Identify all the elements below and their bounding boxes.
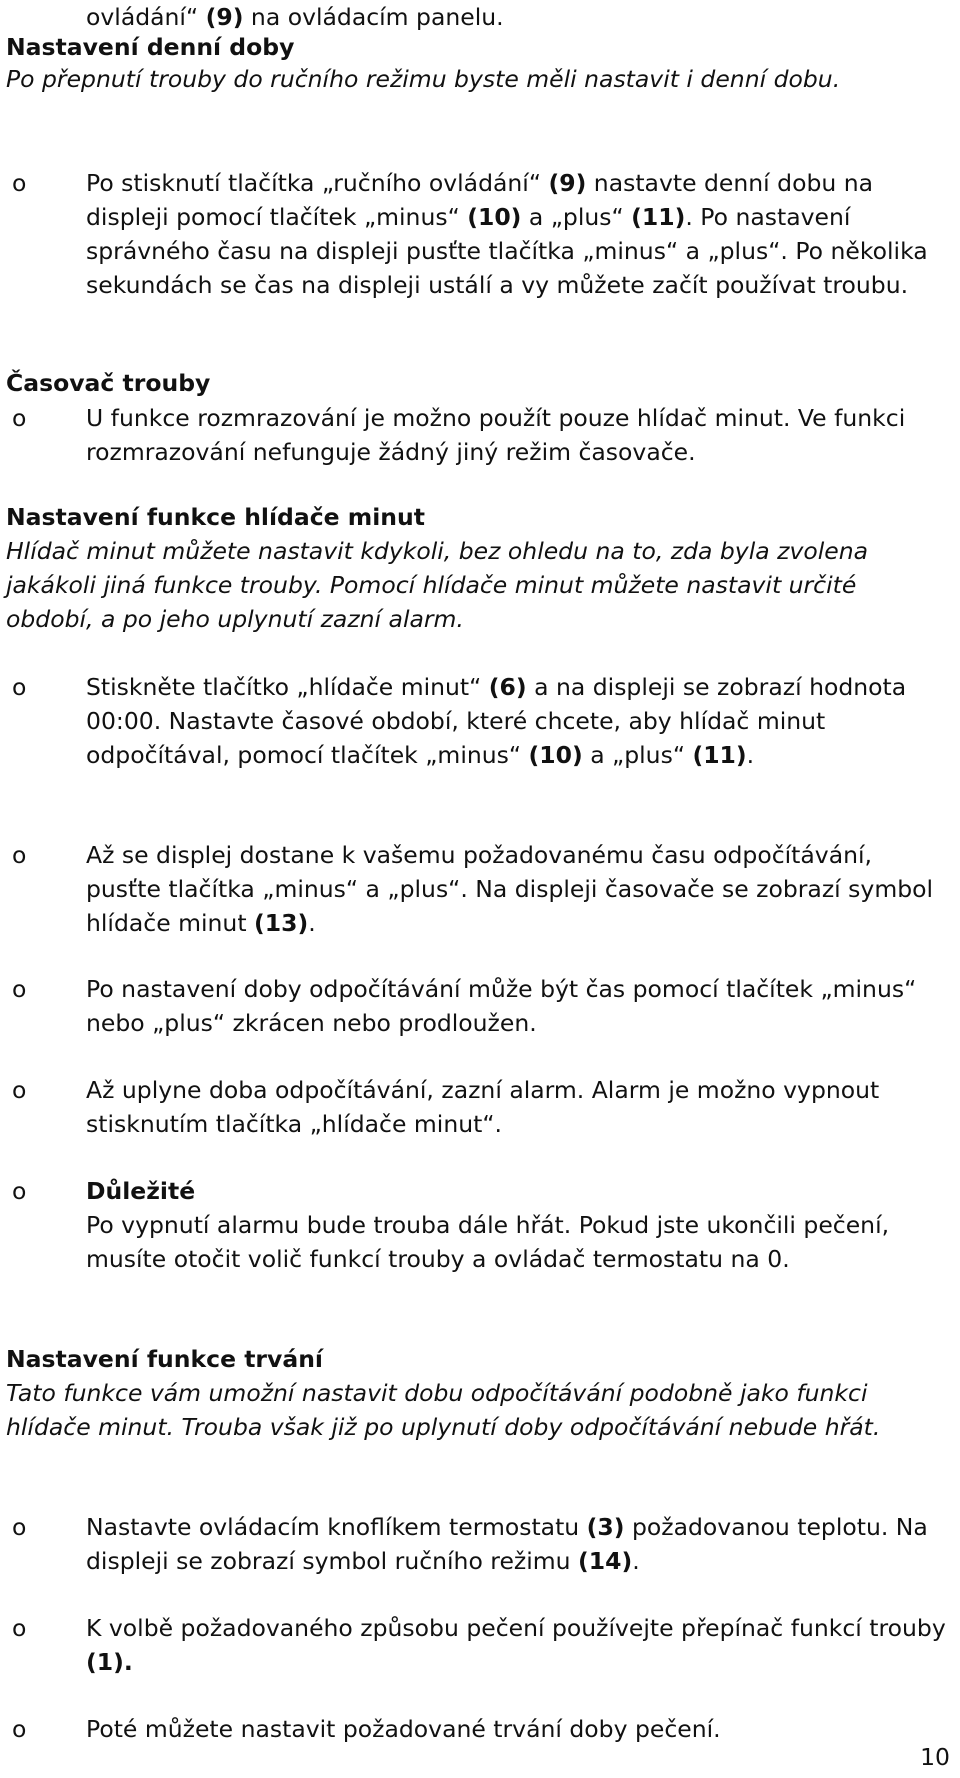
- list-item-text: Až uplyne doba odpočítávání, zazní alarm. Alarm je možno vypnout stisknutím tlačítka „hlídače minut“.: [86, 1076, 880, 1138]
- list-item-text: Po nastavení doby odpočítávání může být čas pomocí tlačítek „minus“ nebo „plus“ zkrácen nebo prodloužen.: [86, 975, 917, 1037]
- bullet-marker: o: [12, 404, 27, 432]
- list-item-text: Poté můžete nastavit požadované trvání doby pečení.: [86, 1715, 721, 1743]
- bullet-marker: o: [12, 1177, 27, 1205]
- bullet-marker: o: [12, 841, 27, 869]
- list-item-text: Až se displej dostane k vašemu požadovanému času odpočítávání, pusťte tlačítka „minus“ a „plus“. Na displeji časovače se zobrazí symbol hlídače minut (13).: [86, 841, 934, 937]
- list-item-text: U funkce rozmrazování je možno použít pouze hlídač minut. Ve funkci rozmrazování nefunguje žádný jiný režim časovače.: [86, 404, 906, 466]
- important-title: Důležité: [86, 1177, 196, 1205]
- intro-duration: Tato funkce vám umožní nastavit dobu odpočítávání podobně jako funkci hlídače minut. Trouba však již po uplynutí doby odpočítávání nebude hřát.: [6, 1379, 881, 1441]
- list-item-text: Nastavte ovládacím knoflíkem termostatu (3) požadovanou teplotu. Na displeji se zobrazí symbol ručního režimu (14).: [86, 1513, 928, 1575]
- intro-minute-minder: Hlídač minut můžete nastavit kdykoli, bez ohledu na to, zda byla zvolena jakákoli jiná funkce trouby. Pomocí hlídače minut můžete nastavit určité období, a po jeho uplynutí zazní alarm.: [6, 537, 869, 633]
- important-text: Po vypnutí alarmu bude trouba dále hřát. Pokud jste ukončili pečení, musíte otočit volič funkcí trouby a ovládač termostatu na 0.: [86, 1211, 890, 1273]
- heading-minute-minder: Nastavení funkce hlídače minut: [6, 503, 425, 531]
- page-number: 10: [920, 1743, 950, 1771]
- list-item-text: Po stisknutí tlačítka „ručního ovládání“ (9) nastavte denní dobu na displeji pomocí tlačítek „minus“ (10) a „plus“ (11). Po nastavení správného času na displeji pusťte tlačítka „minus“ a „plus“. Po několika sekundách se čas na displeji ustálí a vy můžete začít používat troubu.: [86, 169, 928, 299]
- bullet-marker: o: [12, 975, 27, 1003]
- bullet-marker: o: [12, 1614, 27, 1642]
- bullet-marker: o: [12, 169, 27, 197]
- list-item-text: Stiskněte tlačítko „hlídače minut“ (6) a na displeji se zobrazí hodnota 00:00. Nastavte časové období, které chcete, aby hlídač minut odpočítával, pomocí tlačítek „minus“ (10) a „plus“ (11).: [86, 673, 907, 769]
- heading-duration: Nastavení funkce trvání: [6, 1345, 323, 1373]
- heading-daytime: Nastavení denní doby: [6, 33, 295, 61]
- bullet-marker: o: [12, 673, 27, 701]
- bullet-marker: o: [12, 1715, 27, 1743]
- continued-text: ovládání“ (9) na ovládacím panelu.: [86, 3, 504, 31]
- bullet-marker: o: [12, 1076, 27, 1104]
- heading-oven-timer: Časovač trouby: [6, 369, 211, 397]
- bullet-marker: o: [12, 1513, 27, 1541]
- list-item-text: K volbě požadovaného způsobu pečení používejte přepínač funkcí trouby (1).: [86, 1614, 946, 1676]
- intro-daytime: Po přepnutí trouby do ručního režimu byste měli nastavit i denní dobu.: [6, 65, 841, 93]
